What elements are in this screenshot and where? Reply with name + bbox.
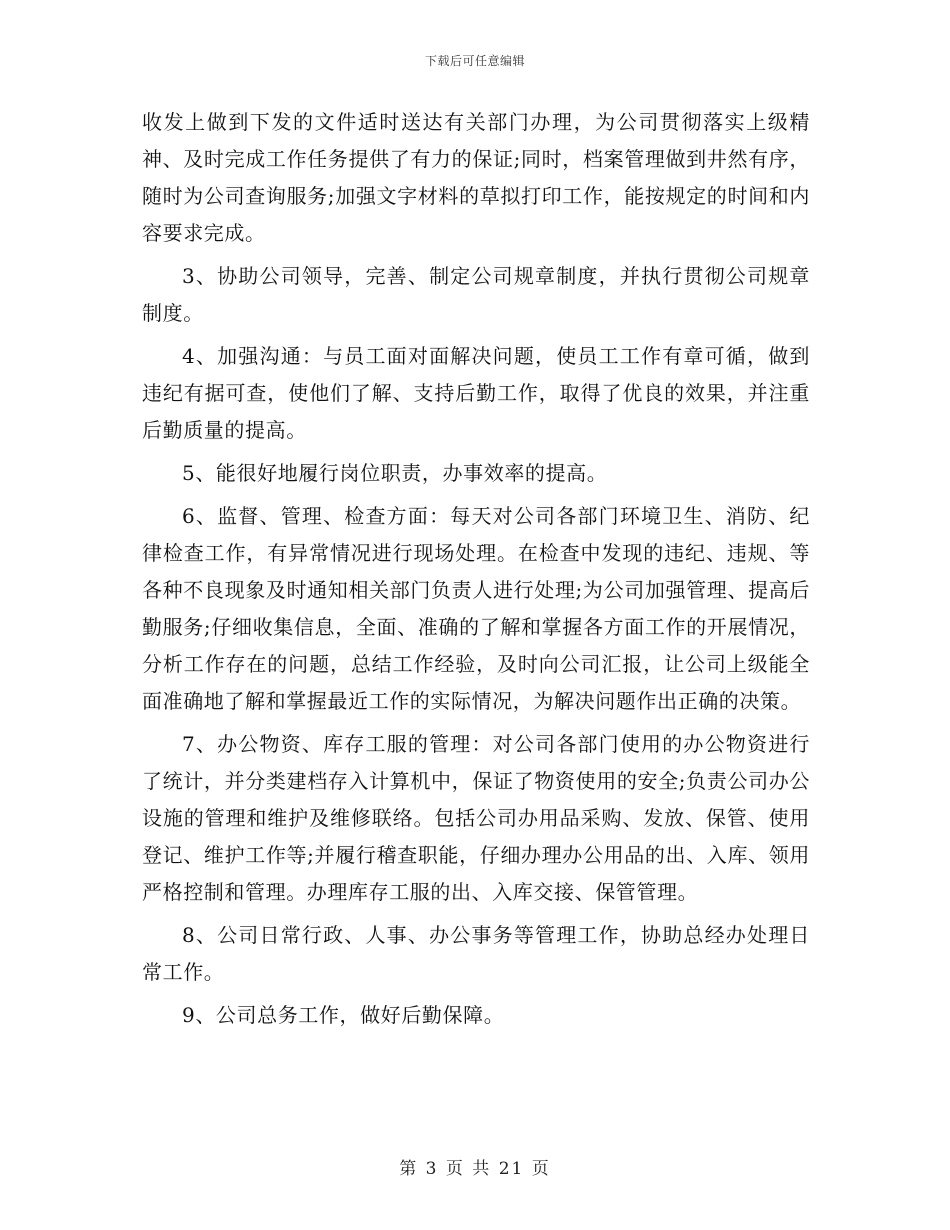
paragraph-item-6: 6、监督、管理、检查方面：每天对公司各部门环境卫生、消防、纪律检查工作，有异常情况进行现场处理。在检查中发现的违纪、违规、等各种不良现象及时通知相关部门负责人进行处理;为公司加强管理、提高后勤服务;仔细收集信息，全面、准确的了解和掌握各方面工作的开展情况，分析工作存在的问题，总结工作经验，及时向公司汇报，让公司上级能全面准确地了解和掌握最近工作的实际情况，为解决问题作出正确的决策。 — [142, 504, 810, 713]
paragraph-item-4: 4、加强沟通：与员工面对面解决问题，使员工工作有章可循，做到违纪有据可查，使他们了解、支持后勤工作，取得了优良的效果，并注重后勤质量的提高。 — [142, 344, 810, 442]
paragraph-item-3: 3、协助公司领导，完善、制定公司规章制度，并执行贯彻公司规章制度。 — [142, 264, 810, 325]
paragraph-item-9: 9、公司总务工作，做好后勤保障。 — [182, 1003, 505, 1027]
paragraph-continuation: 收发上做到下发的文件适时送达有关部门办理，为公司贯彻落实上级精神、及时完成工作任务提供了有力的保证;同时，档案管理做到井然有序，随时为公司查询服务;加强文字材料的草拟打印工作，能按规定的时间和内容要求完成。 — [142, 110, 810, 245]
paragraph-item-8: 8、公司日常行政、人事、办公事务等管理工作，协助总经办处理日常工作。 — [142, 923, 810, 984]
document-body — [142, 104, 810, 1040]
page-header: 下载后可任意编辑 — [424, 54, 525, 68]
paragraph-item-7: 7、办公物资、库存工服的管理：对公司各部门使用的办公物资进行了统计，并分类建档存入计算机中，保证了物资使用的安全;负责公司办公设施的管理和维护及维修联络。包括公司办用品采购、发放、保管、使用登记、维护工作等;并履行稽查职能，仔细办理办公用品的出、入库、领用严格控制和管理。办理库存工服的出、入库交接、保管管理。 — [142, 732, 810, 904]
paragraph-item-5: 5、能很好地履行岗位职责，办事效率的提高。 — [182, 461, 608, 485]
page-footer: 第 3 页 共 21 页 — [399, 1159, 551, 1179]
